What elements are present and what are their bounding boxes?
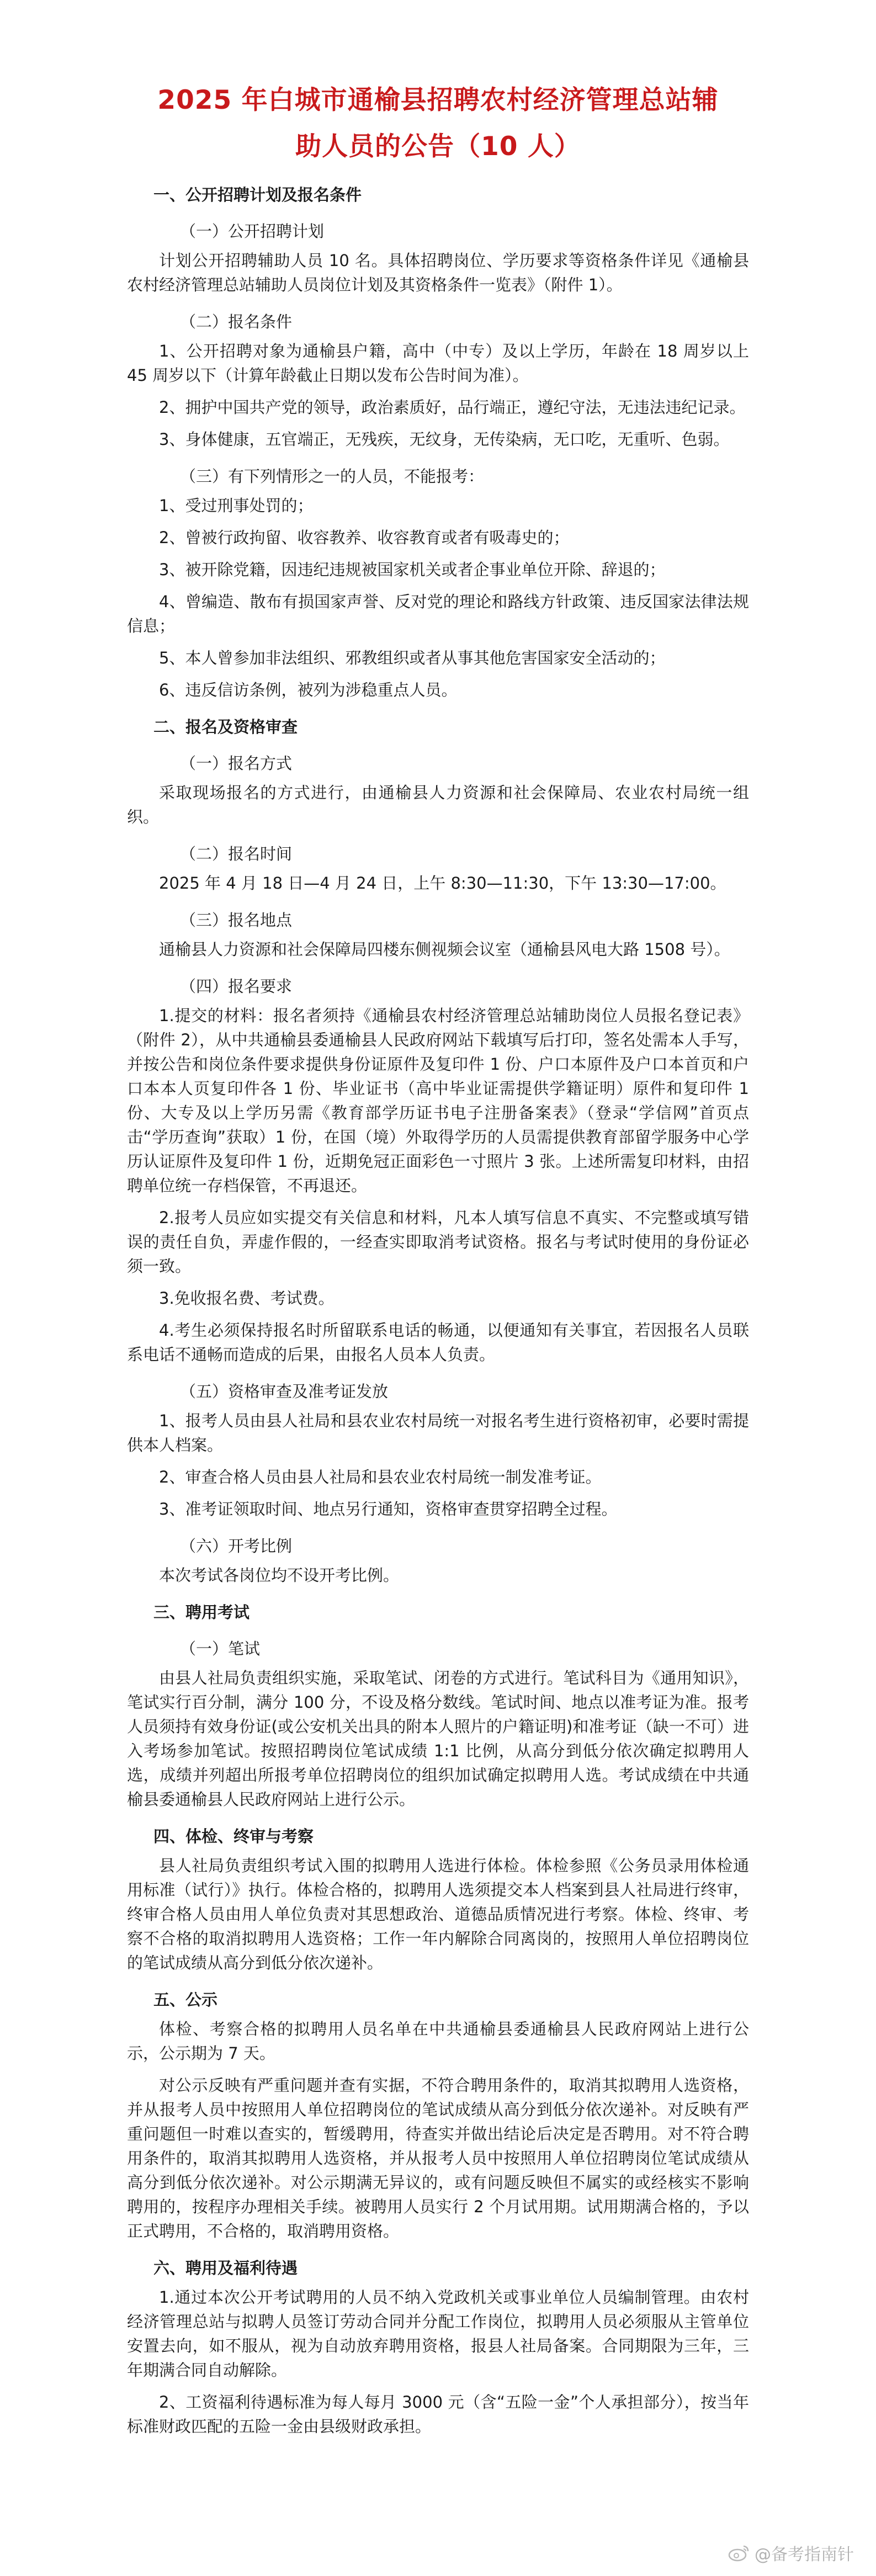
paragraph: 4、曾编造、散布有损国家声誉、反对党的理论和路线方针政策、违反国家法律法规信息； xyxy=(127,592,749,635)
paragraph: 2、拥护中国共产党的领导，政治素质好，品行端正，遵纪守法，无违法违纪记录。 xyxy=(159,398,746,417)
subsection-heading: （一）笔试 xyxy=(180,1639,261,1658)
paragraph: 县人社局负责组织考试入围的拟聘用人选进行体检。体检参照《公务员录用体检通用标准（试行）》执行。体检合格的，拟聘用人选须提交本人档案到县人社局进行终审，终审合格人员由用人单位负责对其思想政治、道德品质情况进行考察。体检、终审、考察不合格的取消拟聘用人选资格；工作一年内解除合同离岗的，按照用人单位招聘岗位的笔试成绩从高分到低分依次递补。 xyxy=(127,1856,749,1972)
subsection-heading: （二）报名条件 xyxy=(180,312,293,331)
paragraph: 6、违反信访条例，被列为涉稳重点人员。 xyxy=(159,681,458,699)
paragraph: 3、身体健康，五官端正，无残疾，无纹身，无传染病，无口吃，无重听、色弱。 xyxy=(159,430,730,449)
paragraph: 采取现场报名的方式进行，由通榆县人力资源和社会保障局、农业农村局统一组织。 xyxy=(127,783,749,826)
subsection-heading: （二）报名时间 xyxy=(180,844,293,863)
section-heading: 二、报名及资格审查 xyxy=(153,718,298,736)
paragraph: 通榆县人力资源和社会保障局四楼东侧视频会议室（通榆县风电大路 1508 号）。 xyxy=(159,940,730,959)
section-heading: 三、聘用考试 xyxy=(153,1603,250,1622)
weibo-watermark xyxy=(728,2541,854,2565)
paragraph: 3、被开除党籍，因违纪违规被国家机关或者企事业单位开除、辞退的； xyxy=(159,560,666,579)
subsection-heading: （一）报名方式 xyxy=(180,754,293,773)
subsection-heading: （一）公开招聘计划 xyxy=(180,222,325,241)
paragraph: 体检、考察合格的拟聘用人员名单在中共通榆县委通榆县人民政府网站上进行公示，公示期为 7 天。 xyxy=(127,2020,749,2063)
paragraph: 2、工资福利待遇标准为每人每月 3000 元（含“五险一金”个人承担部分），按当年标准财政匹配的五险一金由县级财政承担。 xyxy=(127,2393,749,2436)
section-heading: 四、体检、终审与考察 xyxy=(153,1827,314,1846)
paragraph: 1、报考人员由县人社局和县农业农村局统一对报名考生进行资格初审，必要时需提供本人档案。 xyxy=(127,1411,749,1454)
paragraph: 本次考试各岗位均不设开考比例。 xyxy=(159,1566,400,1585)
document-body xyxy=(127,183,749,2439)
document-title xyxy=(127,77,749,170)
paragraph: 3.免收报名费、考试费。 xyxy=(159,1289,335,1308)
paragraph: 4.考生必须保持报名时所留联系电话的畅通，以便通知有关事宜，若因报名人员联系电话不通畅而造成的后果，由报名人员本人负责。 xyxy=(127,1321,749,1364)
paragraph: 1、受过刑事处罚的； xyxy=(159,496,314,515)
subsection-heading: （五）资格审查及准考证发放 xyxy=(180,1382,389,1401)
paragraph: 2025 年 4 月 18 日—4 月 24 日，上午 8:30—11:30，下午 13:30—17:00。 xyxy=(159,874,726,893)
paragraph: 3、准考证领取时间、地点另行通知，资格审查贯穿招聘全过程。 xyxy=(159,1500,618,1518)
weibo-logo-icon xyxy=(728,2544,750,2562)
subsection-heading: （六）开考比例 xyxy=(180,1537,293,1555)
paragraph: 计划公开招聘辅助人员 10 名。具体招聘岗位、学历要求等资格条件详见《通榆县农村经济管理总站辅助人员岗位计划及其资格条件一览表》（附件 1）。 xyxy=(127,251,749,294)
title-line-1: 2025 年白城市通榆县招聘农村经济管理总站辅 xyxy=(157,85,719,115)
paragraph: 2.报考人员应如实提交有关信息和材料，凡本人填写信息不真实、不完整或填写错误的责任自负，弄虚作假的，一经查实即取消考试资格。报名与考试时使用的身份证必须一致。 xyxy=(127,1208,749,1276)
paragraph: 1.提交的材料：报名者须持《通榆县农村经济管理总站辅助岗位人员报名登记表》（附件 2），从中共通榆县委通榆县人民政府网站下载填写后打印，签名处需本人手写，并按公告和岗位条件要求提供身份证原件及复印件 1 份、户口本原件及户口本首页和户口本本人页复印件各 1 份、毕业证书（高中毕业证需提供学籍证明）原件和复印件 1 份、大专及以上学历另需《教育部学历证书电子注册备案表》（登录“学信网”首页点击“学历查询”获取）1 份，在国（境）外取得学历的人员需提供教育部留学服务中心学历认证原件及复印件 1 份，近期免冠正面彩色一寸照片 3 张。上述所需复印材料，由招聘单位统一存档保管，不再退还。 xyxy=(127,1006,749,1195)
paragraph: 1、公开招聘对象为通榆县户籍，高中（中专）及以上学历，年龄在 18 周岁以上 45 周岁以下（计算年龄截止日期以发布公告时间为准）。 xyxy=(127,342,749,385)
paragraph: 1.通过本次公开考试聘用的人员不纳入党政机关或事业单位人员编制管理。由农村经济管理总站与拟聘人员签订劳动合同并分配工作岗位，拟聘用人员必须服从主管单位安置去向，如不服从，视为自动放弃聘用资格，报县人社局备案。合同期限为三年，三年期满合同自动解除。 xyxy=(127,2288,749,2380)
paragraph: 由县人社局负责组织实施，采取笔试、闭卷的方式进行。笔试科目为《通用知识》，笔试实行百分制，满分 100 分，不设及格分数线。笔试时间、地点以准考证为准。报考人员须持有效身份证(或公安机关出具的附本人照片的户籍证明)和准考证（缺一不可）进入考场参加笔试。按照招聘岗位笔试成绩 1:1 比例，从高分到低分依次确定拟聘用人选，成绩并列超出所报考单位招聘岗位的组织加试确定拟聘用人选。考试成绩在中共通榆县委通榆县人民政府网站上进行公示。 xyxy=(127,1669,749,1809)
paragraph: 2、曾被行政拘留、收容教养、收容教育或者有吸毒史的； xyxy=(159,528,570,547)
section-heading: 五、公示 xyxy=(153,1990,218,2009)
subsection-heading: （三）有下列情形之一的人员，不能报考： xyxy=(180,467,485,486)
subsection-heading: （三）报名地点 xyxy=(180,911,293,930)
paragraph: 5、本人曾参加非法组织、邪教组织或者从事其他危害国家安全活动的； xyxy=(159,649,666,667)
paragraph: 对公示反映有严重问题并查有实据，不符合聘用条件的，取消其拟聘用人选资格，并从报考人员中按照用人单位招聘岗位的笔试成绩从高分到低分依次递补。对反映有严重问题但一时难以查实的，暂缓聘用，待查实并做出结论后决定是否聘用。对不符合聘用条件的，取消其拟聘用人选资格，并从报考人员中按照用人单位招聘岗位笔试成绩从高分到低分依次递补。对公示期满无异议的，或有问题反映但不属实的或经核实不影响聘用的，按程序办理相关手续。被聘用人员实行 2 个月试用期。试用期满合格的，予以正式聘用，不合格的，取消聘用资格。 xyxy=(127,2076,749,2240)
watermark-text: @备考指南针 xyxy=(755,2545,854,2564)
title-line-2: 助人员的公告（10 人） xyxy=(295,131,581,162)
section-heading: 一、公开招聘计划及报名条件 xyxy=(153,185,362,204)
subsection-heading: （四）报名要求 xyxy=(180,977,293,996)
paragraph: 2、审查合格人员由县人社局和县农业农村局统一制发准考证。 xyxy=(159,1468,602,1486)
section-heading: 六、聘用及福利待遇 xyxy=(153,2259,298,2277)
